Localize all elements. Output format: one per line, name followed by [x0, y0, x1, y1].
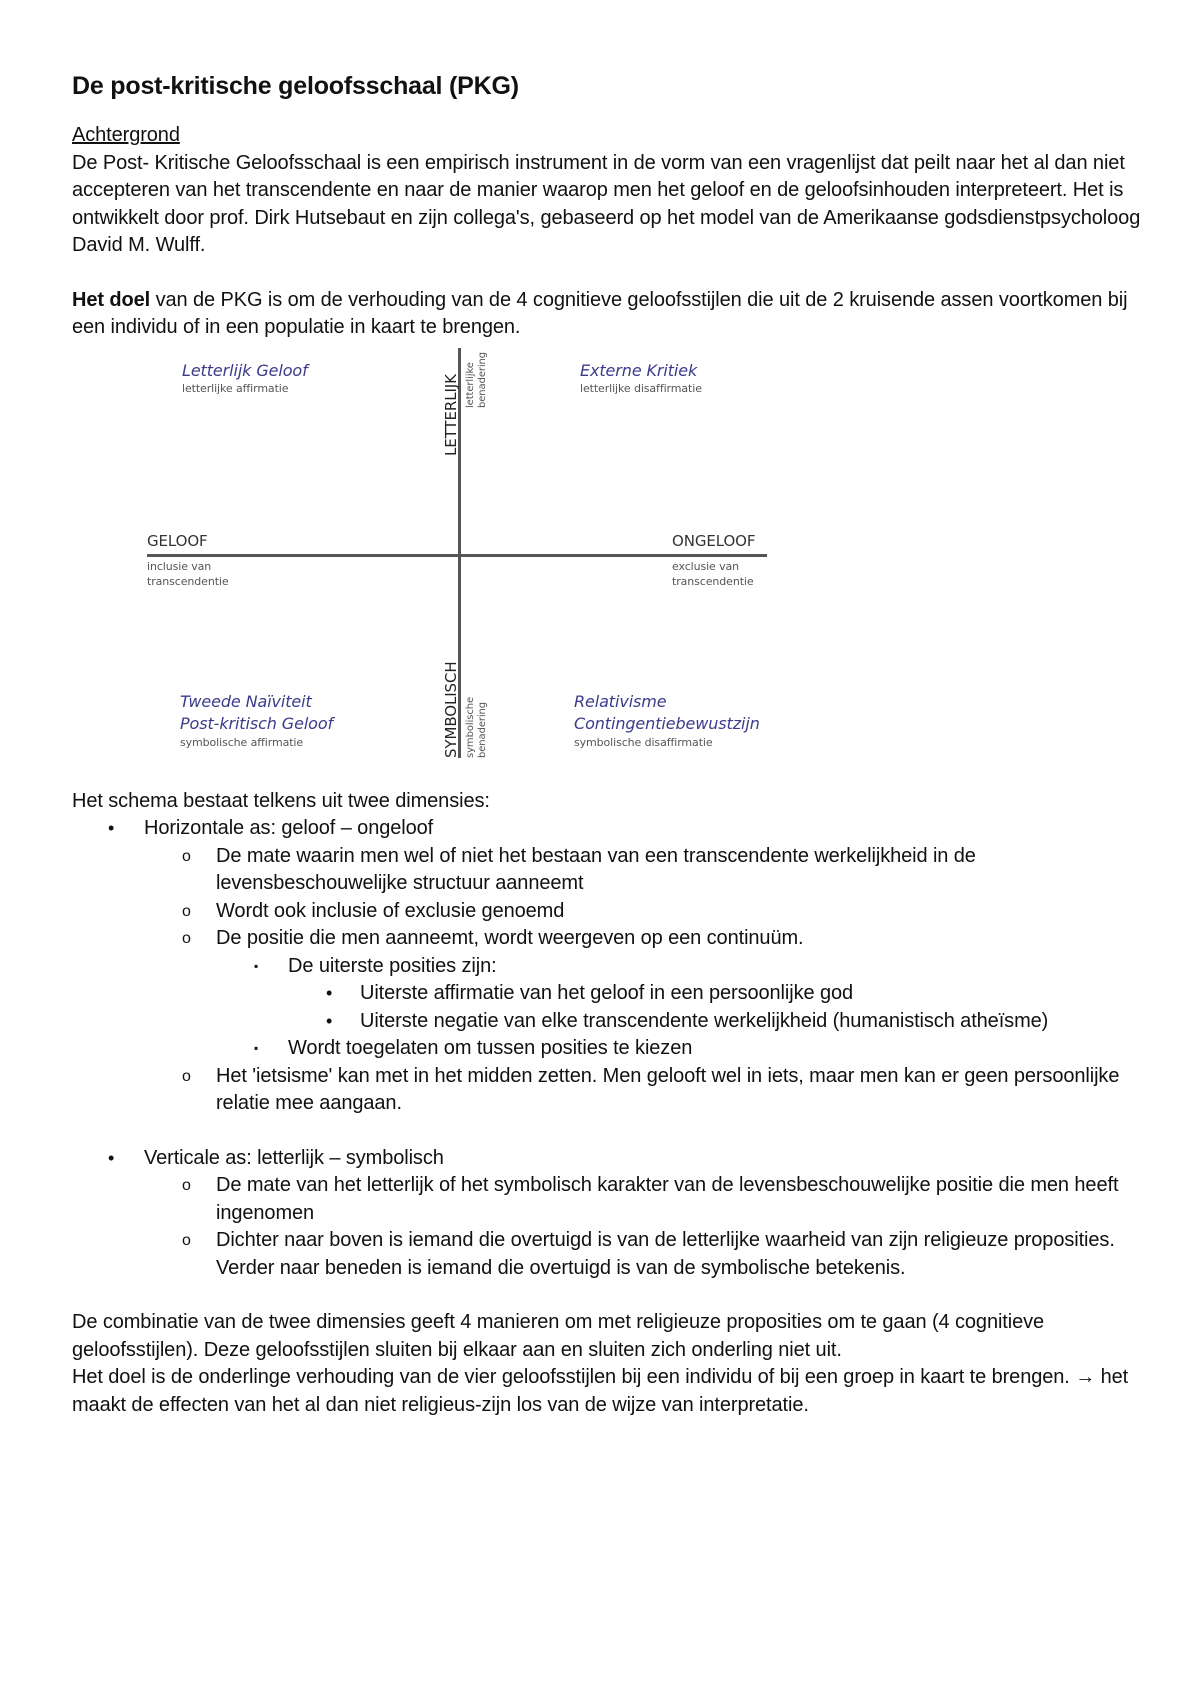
bullet-circle-icon: o: [182, 1232, 191, 1249]
intro-paragraph: De Post- Kritische Geloofsschaal is een empirisch instrument in de vorm van een vragenlijst dat peilt naar het al dan niet accepteren van het transcendente en naar de manier waarop men het geloof en de geloofsinhouden interpreteert. Het is ontwikkelt door prof. Dirk Hutsebaut en zijn collega's, gebaseerd op het model van de Amerikaanse godsdienstpsycholoog David M. Wulff.: [72, 151, 1141, 256]
axis-left-sub2: transcendentie: [147, 574, 229, 588]
bullet-square-icon: ▪: [254, 958, 259, 973]
list-item: ▪ De uiterste posities zijn:: [72, 953, 1142, 981]
conclusion-paragraph-2: Het doel is de onderlinge verhouding van de vier geloofsstijlen bij een individu of bij een groep in kaart te brengen. → het maakt de effecten van het al dan niet religieus-zijn los van de wijze van interpretatie.: [72, 1366, 1129, 1416]
quadrant-bottom-left-title1: Tweede Naïviteit: [180, 691, 312, 711]
axis-top-sub1: letterlijke: [465, 361, 476, 408]
quadrant-top-right-sub: letterlijke disaffirmatie: [580, 381, 702, 395]
goal-text: van de PKG is om de verhouding van de 4 cognitieve geloofsstijlen die uit de 2 kruisende assen voortkomen bij een individu of in een populatie in kaart te brengen.: [72, 288, 1128, 338]
axis-bottom-label: SYMBOLISCH: [442, 660, 460, 758]
bullet-circle-icon: o: [182, 847, 191, 865]
list-item-vertical: • Verticale as: letterlijk – symbolisch: [72, 1145, 1142, 1173]
bullet-square-icon: ▪: [254, 1041, 259, 1055]
bullet-circle-icon: o: [182, 1177, 191, 1194]
list-item: • Uiterste affirmatie van het geloof in een persoonlijke god: [72, 980, 1142, 1008]
axis-right-label: ONGELOOF: [672, 531, 756, 550]
bullet-disc-icon: •: [326, 983, 333, 1003]
pkg-diagram: [72, 348, 1142, 788]
quadrant-bottom-left-title2: Post-kritisch Geloof: [180, 713, 334, 733]
bullet-circle-icon: o: [182, 1067, 191, 1085]
quadrant-bottom-right-title1: Relativisme: [574, 691, 667, 711]
list-item: o Wordt ook inclusie of exclusie genoemd: [72, 898, 1142, 926]
axis-top-label: LETTERLIJK: [442, 373, 460, 456]
bullet-circle-icon: o: [182, 902, 191, 920]
list-item: o De mate van het letterlijk of het symbolisch karakter van de levensbeschouwelijke positie die men heeft ingenomen: [182, 1174, 1119, 1224]
vertical-sublist: [72, 1172, 1142, 1282]
horizontal-sublist: [72, 843, 1142, 953]
positions-sublist: [72, 953, 1142, 981]
axis-bottom-sub2: benadering: [477, 701, 488, 758]
page-title: De post-kritische geloofsschaal (PKG): [72, 72, 519, 100]
bullet-disc-icon: •: [108, 1147, 115, 1168]
list-item: o Het 'ietsisme' kan met in het midden zetten. Men gelooft wel in iets, maar men kan er geen persoonlijke relatie mee aangaan.: [182, 1064, 1120, 1114]
list-item: o De mate waarin men wel of niet het bestaan van een transcendente werkelijkheid in de levensbeschouwelijke structuur aanneemt: [182, 844, 976, 894]
ietsisme-sublist: [72, 1063, 1142, 1118]
quadrant-bottom-right-sub: symbolische disaffirmatie: [574, 735, 713, 749]
extremes-sublist: [72, 980, 1142, 1035]
axis-bottom-sub1: symbolische: [465, 696, 476, 758]
dimension-list: [72, 815, 1142, 843]
schema-intro: Het schema bestaat telkens uit twee dimensies:: [72, 789, 490, 812]
list-item: ▪ Wordt toegelaten om tussen posities te kiezen: [72, 1035, 1142, 1063]
horizontal-axis-line: [147, 554, 767, 557]
list-item: o Dichter naar boven is iemand die overtuigd is van de letterlijke waarheid van zijn religieuze proposities. Verder naar beneden is iemand die overtuigd is van de symbolische betekenis.: [182, 1229, 1115, 1279]
list-item: • Uiterste negatie van elke transcendente werkelijkheid (humanistisch atheïsme): [72, 1008, 1142, 1036]
goal-bold: Het doel: [72, 288, 151, 311]
quadrant-bottom-left-sub: symbolische affirmatie: [180, 735, 304, 749]
quadrant-top-left-title: Letterlijk Geloof: [182, 360, 308, 380]
axis-top-sub2: benadering: [477, 351, 488, 408]
section-heading: Achtergrond: [72, 124, 180, 146]
bullet-disc-icon: •: [326, 1010, 333, 1031]
quadrant-bottom-right-title2: Contingentiebewustzijn: [574, 713, 760, 733]
bullet-circle-icon: o: [182, 930, 191, 947]
list-item: o De positie die men aanneemt, wordt weergeven op een continuüm.: [72, 925, 1142, 953]
axis-right-sub1: exclusie van: [672, 559, 740, 573]
quadrant-top-right-title: Externe Kritiek: [580, 360, 698, 380]
goal-paragraph: [72, 287, 1142, 342]
axis-right-sub2: transcendentie: [672, 574, 754, 588]
document-page: [72, 70, 1142, 1419]
axis-left-sub1: inclusie van: [147, 559, 212, 573]
positions-sublist-2: [72, 1035, 1142, 1063]
list-item-horizontal: • Horizontale as: geloof – ongeloof: [72, 815, 1142, 843]
conclusion-paragraph-1: De combinatie van de twee dimensies geeft 4 manieren om met religieuze proposities om te gaan (4 cognitieve geloofsstijlen). Deze geloofsstijlen sluiten bij elkaar aan en sluiten zich onderling niet uit.: [72, 1311, 1045, 1361]
dimension-list-2: [72, 1145, 1142, 1173]
axis-left-label: GELOOF: [147, 531, 208, 550]
bullet-disc-icon: •: [108, 818, 115, 838]
quadrant-top-left-sub: letterlijke affirmatie: [182, 381, 289, 395]
